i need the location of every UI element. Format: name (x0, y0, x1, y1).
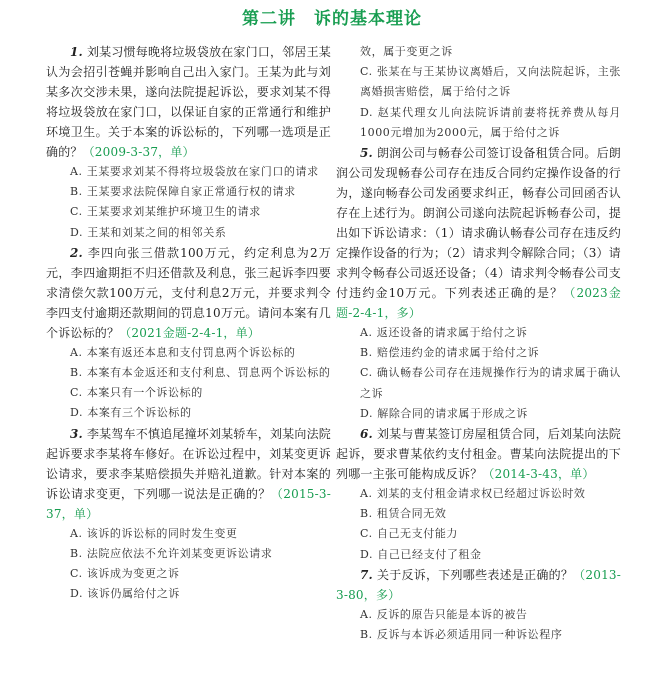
answer-option: B. 租赁合同无效 (360, 507, 447, 521)
right-column (336, 42, 621, 645)
question-text: 李某驾车不慎追尾撞坏刘某轿车，刘某向法院起诉要求李某将车修好。在诉讼过程中，刘某变更诉讼请求，要求李某赔偿损失并赔礼道歉。针对本案的诉讼请求变更，下列哪一说法是正确的？ (46, 426, 331, 501)
question-number: 7. (360, 567, 373, 582)
question-stem (336, 565, 621, 605)
answer-option: B. 王某要求法院保障自家正常通行权的请求 (70, 185, 296, 199)
answer-option: A. 该诉的诉讼标的同时发生变更 (70, 526, 238, 540)
answer-option: B. 本案有本金返还和支付利息、罚息两个诉讼标的 (70, 366, 331, 380)
answer-option: C. 王某要求刘某维护环境卫生的请求 (70, 205, 261, 219)
question-number: 5. (360, 146, 373, 161)
question-stem (46, 243, 331, 343)
answer-option: C. 本案只有一个诉讼标的 (70, 386, 203, 400)
question-stem (46, 424, 331, 524)
question-text: 朗润公司与畅春公司签订设备租赁合同。后朗润公司发现畅春公司存在违反合同约定操作设备的行为，遂向畅春公司发函要求纠正，畅春公司回函否认存在上述行为。朗润公司遂向法院起诉畅春公司，提出如下诉讼请求：（1）请求确认畅春公司存在违反约定操作设备的行为；（2）请求判令解除合同；（3）请求判令畅春公司返还设备；（4）请求判令畅春公司支付违约金10万元。下列表述正确的是？ (336, 146, 621, 301)
answer-option: A. 王某要求刘某不得将垃圾袋放在家门口的请求 (70, 165, 319, 178)
answer-option: D. 王某和刘某之间的相邻关系 (70, 225, 227, 239)
question-stem (336, 424, 621, 484)
question-text: 关于反诉，下列哪些表述是正确的？ (376, 567, 574, 582)
answer-option: D. 本案有三个诉讼标的 (70, 406, 192, 420)
answer-option: C. 张某在与王某协议离婚后，又向法院起诉，主张离婚损害赔偿，属于给付之诉 (360, 65, 621, 99)
question-number: 2. (70, 245, 83, 260)
answer-option: D. 自己已经支付了租金 (360, 547, 482, 561)
question-source: （2015-3-37，单） (46, 486, 331, 521)
answer-option: C. 确认畅春公司存在违规操作行为的请求属于确认之诉 (360, 366, 621, 400)
question-text: 李四向张三借款100万元，约定利息为2万元，李四逾期拒不归还借款及利息，张三起诉李四要求清偿欠款100万元，支付利息2万元，并要求判令李四支付逾期还款期间的罚息10万元。请问本案有几个诉讼标的？ (46, 245, 331, 340)
page-title: 第二讲 诉的基本理论 (242, 9, 422, 29)
answer-option: C. 自己无支付能力 (360, 527, 459, 541)
question-source: （2009-3-37，单） (82, 145, 195, 159)
question-text: 刘某习惯每晚将垃圾袋放在家门口，邻居王某认为会招引苍蝇并影响自己出入家门。王某为此与刘某多次交涉未果，遂向法院提起诉讼，要求刘某不得将垃圾袋放在家门口，以保证自家的正常通行和维护环境卫生。关于本案的诉讼标的，下列哪一选项是正确的？ (46, 45, 331, 159)
answer-option: A. 反诉的原告只能是本诉的被告 (360, 607, 528, 621)
answer-option: A. 本案有返还本息和支付罚息两个诉讼标的 (70, 345, 296, 359)
question-source: （2014-3-43，单） (482, 467, 595, 482)
answer-option: B. 法院应依法不允许刘某变更诉讼请求 (70, 546, 273, 560)
question-source: （2021金题-2-4-1，单） (119, 325, 261, 340)
answer-option: D. 该诉仍属给付之诉 (70, 587, 181, 601)
answer-option: 效，属于变更之诉 (360, 45, 453, 58)
question-number: 6. (360, 427, 373, 442)
question-stem (336, 143, 621, 323)
question-source: （2023金题-2-4-1，多） (336, 286, 621, 321)
left-column (46, 42, 331, 604)
answer-option: D. 赵某代理女儿向法院诉请前妻将抚养费从每月1000元增加为2000元，属于给付之诉 (360, 105, 621, 139)
question-number: 1. (70, 45, 83, 59)
answer-option: C. 该诉成为变更之诉 (70, 567, 180, 581)
answer-option: D. 解除合同的请求属于形成之诉 (360, 406, 529, 420)
question-stem (46, 42, 331, 162)
question-number: 3. (70, 426, 83, 441)
answer-option: B. 赔偿违约金的请求属于给付之诉 (360, 346, 540, 360)
answer-option: B. 反诉与本诉必须适用同一种诉讼程序 (360, 628, 563, 642)
answer-option: A. 刘某的支付租金请求权已经超过诉讼时效 (360, 487, 586, 501)
answer-option: A. 返还设备的请求属于给付之诉 (360, 326, 528, 340)
question-text: 刘某与曹某签订房屋租赁合同，后刘某向法院起诉，要求曹某依约支付租金。曹某向法院提出的下列哪一主张可能构成反诉？ (336, 427, 621, 482)
question-source: （2013-3-80，多） (336, 567, 622, 602)
